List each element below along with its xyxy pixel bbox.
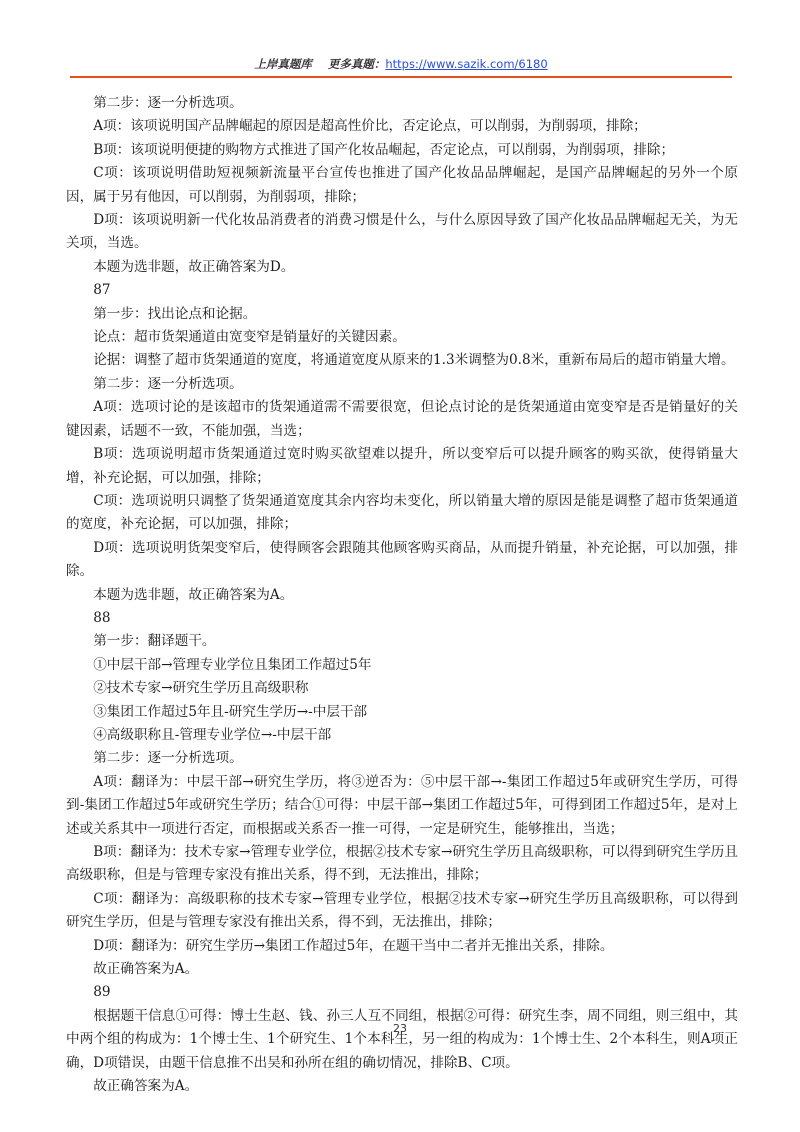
paragraph: 本题为选非题，故正确答案为A。 [93,586,294,603]
paragraph: 第一步：翻译题干。 [93,633,216,650]
paragraph: D项：选项说明货架变窄后，使得顾客会跟随其他顾客购买商品，从而提升销量，补充论据，可以加强，排除。 [66,539,738,580]
paragraph: 89 [93,984,111,1001]
paragraph: 本题为选非题，故正确答案为D。 [93,258,295,275]
paragraph: 根据题干信息①可得：博士生赵、钱、孙三人互不同组，根据②可得：研究生李，周不同组，则三组中，其中两个组的构成为：1个博士生、1个研究生、1个本科生，另一组的构成为：1个博士生、2个本科生，则A项正确，D项错误，由题干信息推不出吴和孙所在组的确切情况，排除B、C项。 [66,1007,738,1071]
header-site-name: 上岸真题库 [254,57,312,71]
paragraph: ②技术专家→研究生学历且高级职称 [93,680,309,697]
page-number: 23 [393,1022,407,1035]
document-body [66,92,738,1098]
paragraph: A项：该项说明国产品牌崛起的原因是超高性价比，否定论点，可以削弱，为削弱项，排除； [93,118,647,135]
paragraph: ③集团工作超过5年且-研究生学历→-中层干部 [93,703,368,720]
page-header [70,52,732,76]
paragraph: D项：该项说明新一代化妆品消费者的消费习惯是什么，与什么原因导致了国产化妆品品牌崛起无关，为无关项，当选。 [66,212,738,252]
paragraph: 故正确答案为A。 [93,961,199,978]
paragraph: 论点：超市货架通道由宽变窄是销量好的关键因素。 [93,329,406,346]
paragraph: 故正确答案为A。 [93,1078,199,1095]
paragraph: B项：选项说明超市货架通道过宽时购买欲望难以提升，所以变窄后可以提升顾客的购买欲，使得销量大增，补充论据，可以加强，排除； [66,446,738,486]
paragraph: B项：该项说明便捷的购物方式推进了国产化妆品崛起，否定论点，可以削弱，为削弱项，排除； [93,141,675,158]
paragraph: ①中层干部→管理专业学位且集团工作超过5年 [93,656,372,673]
paragraph: 第二步：逐一分析选项。 [93,750,243,767]
paragraph: 87 [93,282,111,299]
paragraph: 88 [93,609,111,626]
paragraph: 第二步：逐一分析选项。 [93,375,243,392]
paragraph: A项：选项讨论的是该超市的货架通道需不需要很宽，但论点讨论的是货架通道由宽变窄是否是销量好的关键因素，话题不一致，不能加强，当选； [66,399,738,439]
header-divider [70,76,732,78]
paragraph: ④高级职称且-管理专业学位→-中层干部 [93,726,332,743]
header-more-label: 更多真题： [327,57,386,71]
paragraph: 第二步：逐一分析选项。 [93,95,243,111]
header-url-link[interactable]: https://www.sazik.com/6180 [385,57,548,71]
paragraph: B项：翻译为：技术专家→管理专业学位，根据②技术专家→研究生学历且高级职称，可以得到研究生学历且高级职称，但是与管理专家没有推出关系，得不到，无法推出，排除； [66,844,738,884]
paragraph: C项：该项说明借助短视频新流量平台宣传也推进了国产化妆品品牌崛起，是国产品牌崛起的另外一个原因，属于另有他因，可以削弱，为削弱项，排除； [66,165,738,205]
paragraph: D项：翻译为：研究生学历→集团工作超过5年，在题干当中二者并无推出关系，排除。 [93,937,614,954]
paragraph: C项：选项说明只调整了货架通道宽度其余内容均未变化，所以销量大增的原因是能是调整了超市货架通道的宽度，补充论据，可以加强，排除； [66,492,738,533]
paragraph: 论据：调整了超市货架通道的宽度，将通道宽度从原来的1.3米调整为0.8米，重新布局后的超市销量大增。 [93,352,735,369]
paragraph: A项：翻译为：中层干部→研究生学历，将③逆否为：⑤中层干部→-集团工作超过5年或研究生学历，可得到-集团工作超过5年或研究生学历；结合①可得：中层干部→集团工作超过5年，可得到团工作超过5年，是对上述或关系其中一项进行否定，而根据或关系否一推一可得，一定是研究生，能够推出，当选； [66,773,738,837]
paragraph: C项：翻译为：高级职称的技术专家→管理专业学位，根据②技术专家→研究生学历且高级职称，可以得到研究生学历，但是与管理专家没有推出关系，得不到，无法推出，排除； [66,890,738,931]
paragraph: 第一步：找出论点和论据。 [93,305,257,322]
